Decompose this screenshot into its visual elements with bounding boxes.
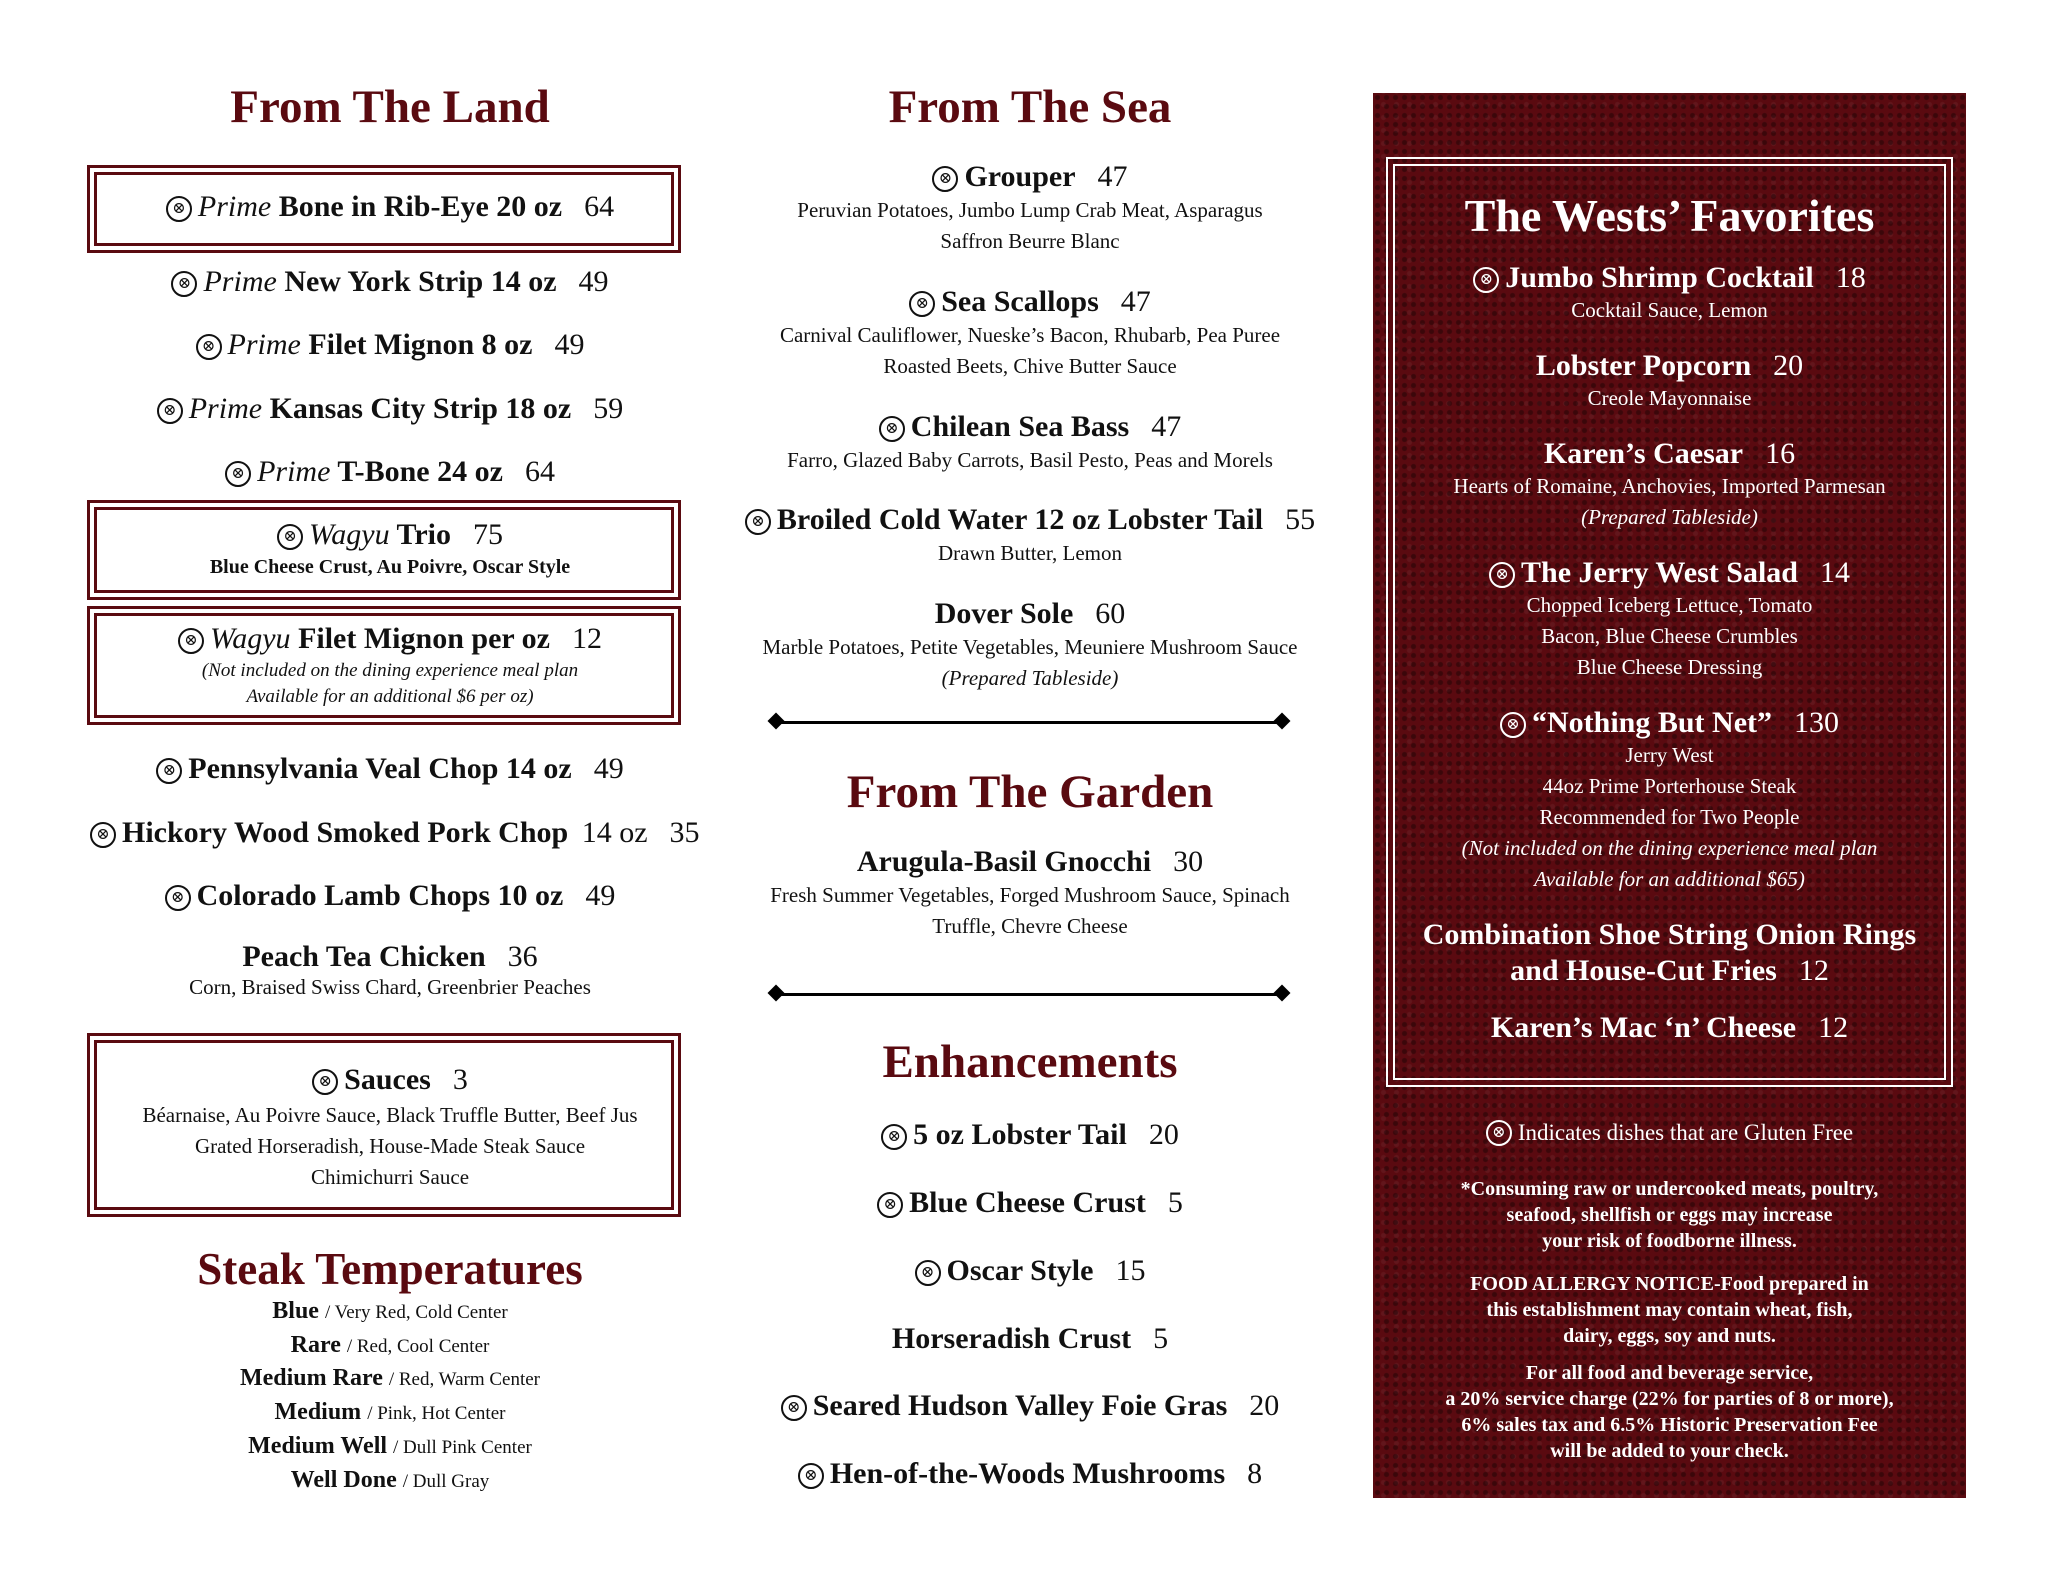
item-description: Carnival Cauliflower, Nueske’s Bacon, Rhubarb, Pea Puree: [779, 323, 1281, 347]
gluten-free-icon: ⊗: [879, 416, 905, 442]
menu-item: Karen’s Mac ‘n’ Cheese 12: [1490, 1011, 1849, 1044]
temp-row: Rare / Red, Cool Center: [290, 1332, 490, 1358]
allergy-notice: FOOD ALLERGY NOTICE-Food prepared in this establishment may contain wheat, fish, dairy, eggs, soy and nuts.: [1470, 1273, 1869, 1347]
divider: [776, 721, 1282, 724]
garden-heading: From The Garden: [846, 766, 1214, 818]
gluten-free-icon: ⊗: [171, 271, 197, 297]
menu-item: ⊗ Hickory Wood Smoked Pork Chop 14 oz 35: [90, 816, 690, 850]
menu-item: ⊗ Prime Bone in Rib-Eye 20 oz 64: [90, 190, 690, 224]
gluten-free-icon: ⊗: [157, 398, 183, 424]
gluten-free-icon: ⊗: [312, 1069, 338, 1095]
item-note: Available for an additional $65): [1534, 867, 1805, 891]
menu-item: ⊗ Hen-of-the-Woods Mushrooms 8: [730, 1457, 1330, 1491]
menu-item: ⊗ Prime Kansas City Strip 18 oz 59: [90, 392, 690, 426]
item-description: Truffle, Chevre Cheese: [932, 914, 1128, 938]
item-description: Hearts of Romaine, Anchovies, Imported Parmesan: [1453, 474, 1886, 498]
item-description: Blue Cheese Crust, Au Poivre, Oscar Style: [209, 556, 571, 578]
menu-item: Arugula-Basil Gnocchi 30: [856, 845, 1204, 878]
service-charge-notice: For all food and beverage service, a 20% service charge (22% for parties of 8 or more), 6% sales tax and 6.5% Historic Preservation Fee will be added to your check.: [1445, 1362, 1894, 1462]
gluten-free-icon: ⊗: [781, 1395, 807, 1421]
favorites-heading: The Wests’ Favorites: [1464, 190, 1875, 241]
gluten-free-icon: ⊗: [798, 1463, 824, 1489]
item-description: Farro, Glazed Baby Carrots, Basil Pesto, Peas and Morels: [787, 448, 1273, 472]
menu-item: ⊗ Oscar Style 15: [730, 1254, 1330, 1288]
item-description: Marble Potatoes, Petite Vegetables, Meuniere Mushroom Sauce: [762, 635, 1298, 659]
menu-item: ⊗ Broiled Cold Water 12 oz Lobster Tail 55: [730, 503, 1330, 537]
menu-item: ⊗ Grouper 47: [730, 160, 1330, 194]
gluten-free-icon: ⊗: [1500, 712, 1526, 738]
menu-item: ⊗ The Jerry West Salad 14: [1373, 556, 1966, 590]
menu-item: Dover Sole 60: [934, 597, 1126, 630]
menu-item: ⊗ “Nothing But Net” 130: [1373, 706, 1966, 740]
item-description: Fresh Summer Vegetables, Forged Mushroom Sauce, Spinach: [770, 883, 1290, 907]
menu-item: Karen’s Caesar 16: [1543, 437, 1796, 470]
land-heading: From The Land: [230, 81, 550, 133]
item-description: Saffron Beurre Blanc: [940, 229, 1120, 253]
menu-item: ⊗ Prime T-Bone 24 oz 64: [90, 455, 690, 489]
gluten-free-icon: ⊗: [932, 166, 958, 192]
item-note: (Not included on the dining experience meal plan: [201, 660, 579, 681]
item-description: 44oz Prime Porterhouse Steak: [1542, 774, 1797, 798]
item-note: (Prepared Tableside): [1581, 505, 1758, 529]
sauces-line: Grated Horseradish, House-Made Steak Sauce: [194, 1134, 586, 1158]
item-description: Drawn Butter, Lemon: [937, 541, 1123, 565]
item-description: Jerry West: [1625, 743, 1714, 767]
gluten-free-icon: ⊗: [178, 628, 204, 654]
sauces-line: Béarnaise, Au Poivre Sauce, Black Truffle Butter, Beef Jus: [142, 1103, 638, 1127]
gluten-free-icon: ⊗: [156, 758, 182, 784]
temp-row: Medium Well / Dull Pink Center: [248, 1433, 532, 1459]
gluten-free-icon: ⊗: [881, 1124, 907, 1150]
item-description: Cocktail Sauce, Lemon: [1571, 298, 1768, 322]
gluten-free-icon: ⊗: [1489, 562, 1515, 588]
temp-row: Blue / Very Red, Cold Center: [272, 1298, 508, 1324]
gluten-free-icon: ⊗: [165, 885, 191, 911]
item-note: (Not included on the dining experience meal plan: [1461, 836, 1878, 860]
item-description: Creole Mayonnaise: [1587, 386, 1752, 410]
menu-item: ⊗ Colorado Lamb Chops 10 oz 49: [90, 879, 690, 913]
item-note: Available for an additional $6 per oz): [246, 686, 534, 707]
gluten-free-icon: ⊗: [166, 196, 192, 222]
menu-item: ⊗ Prime Filet Mignon 8 oz 49: [90, 328, 690, 362]
menu-item: ⊗ Chilean Sea Bass 47: [730, 410, 1330, 444]
temp-row: Medium / Pink, Hot Center: [274, 1399, 506, 1425]
enhancements-heading: Enhancements: [882, 1036, 1178, 1088]
raw-food-warning: *Consuming raw or undercooked meats, poultry, seafood, shellfish or eggs may increase your risk of foodborne illness.: [1460, 1178, 1879, 1252]
menu-item: Horseradish Crust 5: [891, 1322, 1169, 1355]
menu-item: ⊗ Sea Scallops 47: [730, 285, 1330, 319]
gluten-free-icon: ⊗: [1486, 1120, 1512, 1146]
temp-row: Medium Rare / Red, Warm Center: [239, 1365, 540, 1391]
menu-item: ⊗ Wagyu Trio 75: [90, 518, 690, 552]
sauces-item: ⊗ Sauces 3: [90, 1063, 690, 1097]
item-description: Peruvian Potatoes, Jumbo Lump Crab Meat, Asparagus: [797, 198, 1263, 222]
temps-heading: Steak Temperatures: [197, 1244, 583, 1294]
menu-item: and House-Cut Fries 12: [1510, 954, 1829, 987]
sea-heading: From The Sea: [888, 81, 1172, 133]
item-description: Roasted Beets, Chive Butter Sauce: [883, 354, 1177, 378]
gluten-free-icon: ⊗: [877, 1192, 903, 1218]
menu-item: ⊗ Pennsylvania Veal Chop 14 oz 49: [90, 752, 690, 786]
menu-item: ⊗ Blue Cheese Crust 5: [730, 1186, 1330, 1220]
item-description: Bacon, Blue Cheese Crumbles: [1541, 624, 1798, 648]
divider: [776, 993, 1282, 996]
menu-item: ⊗ 5 oz Lobster Tail 20: [730, 1118, 1330, 1152]
gluten-free-icon: ⊗: [196, 334, 222, 360]
gluten-free-icon: ⊗: [909, 291, 935, 317]
item-description: Recommended for Two People: [1539, 805, 1800, 829]
item-description: Blue Cheese Dressing: [1576, 655, 1763, 679]
sauces-line: Chimichurri Sauce: [310, 1165, 470, 1189]
gluten-free-icon: ⊗: [745, 509, 771, 535]
menu-item: ⊗ Prime New York Strip 14 oz 49: [90, 265, 690, 299]
gluten-free-icon: ⊗: [1473, 267, 1499, 293]
menu-item: ⊗ Wagyu Filet Mignon per oz 12: [90, 622, 690, 656]
gluten-free-icon: ⊗: [915, 1260, 941, 1286]
temp-row: Well Done / Dull Gray: [290, 1467, 490, 1493]
menu-item: Lobster Popcorn 20: [1535, 349, 1804, 382]
gluten-free-icon: ⊗: [225, 461, 251, 487]
gluten-free-legend: ⊗ Indicates dishes that are Gluten Free: [1373, 1117, 1966, 1148]
menu-item: Peach Tea Chicken 36: [242, 940, 538, 973]
item-note: (Prepared Tableside): [941, 666, 1119, 690]
gluten-free-icon: ⊗: [90, 822, 116, 848]
favorites-panel: [1373, 93, 1966, 1498]
item-description: Corn, Braised Swiss Chard, Greenbrier Peaches: [189, 975, 591, 999]
menu-item: ⊗ Seared Hudson Valley Foie Gras 20: [730, 1389, 1330, 1423]
menu-item: Combination Shoe String Onion Rings: [1422, 918, 1917, 951]
gluten-free-icon: ⊗: [277, 524, 303, 550]
menu-item: ⊗ Jumbo Shrimp Cocktail 18: [1373, 261, 1966, 295]
item-description: Chopped Iceberg Lettuce, Tomato: [1526, 593, 1813, 617]
